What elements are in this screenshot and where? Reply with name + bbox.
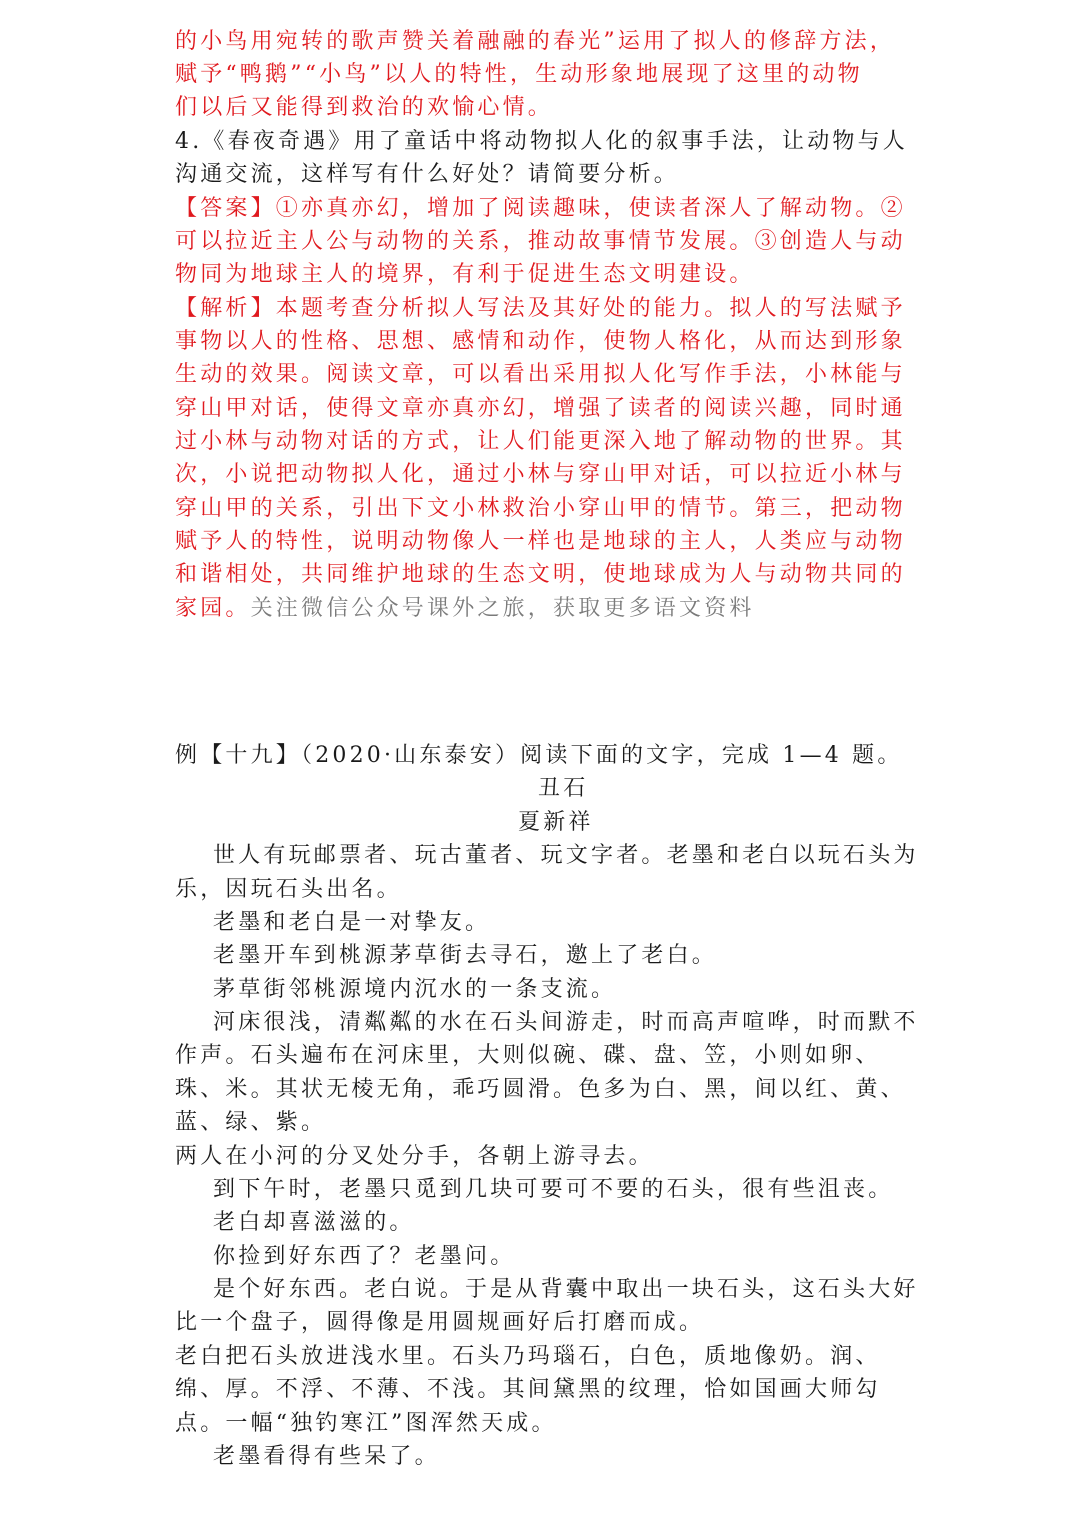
story-line-5: 茅草街邻桃源境内沉水的一条支流。 <box>213 977 617 1002</box>
analysis-line-5: 过小林与动物对话的方式，让人们能更深入地了解动物的世界。其 <box>175 429 906 454</box>
analysis-tail-line-2: 赋予“鸭鹅”“小鸟”以人的特性，生动形象地展现了这里的动物 <box>175 62 863 87</box>
story-line-19: 老墨看得有些呆了。 <box>213 1444 440 1469</box>
story-line-14: 是个好东西。老白说。于是从背囊中取出一块石头，这石头大好 <box>213 1277 919 1302</box>
answer-line-3: 物同为地球主人的境界，有利于促进生态文明建设。 <box>175 262 755 287</box>
story-line-8: 珠、米。其状无棱无角，乖巧圆滑。色多为白、黑，间以红、黄、 <box>175 1077 906 1102</box>
analysis-line-9: 和谐相处，共同维护地球的生态文明，使地球成为人与动物共同的 <box>175 562 906 587</box>
analysis-line-2: 事物以人的性格、思想、感情和动作，使物人格化，从而达到形象 <box>175 329 906 354</box>
story-line-15: 比一个盘子，圆得像是用圆规画好后打磨而成。 <box>175 1310 705 1335</box>
story-line-11: 到下午时，老墨只觅到几块可要可不要的石头，很有些沮丧。 <box>213 1177 894 1202</box>
analysis-line-1: 【解析】本题考查分析拟人写法及其好处的能力。拟人的写法赋予 <box>175 296 906 321</box>
story-line-7: 作声。石头遍布在河床里，大则似碗、碟、盘、笠，小则如卵、 <box>175 1043 881 1068</box>
story-title: 丑石 <box>538 776 589 801</box>
answer-line-1: 【答案】①亦真亦幻，增加了阅读趣味，使读者深人了解动物。② <box>175 196 906 221</box>
question-4-line-1: 4.《春夜奇遇》用了童话中将动物拟人化的叙事手法，让动物与人 <box>175 129 908 154</box>
analysis-line-4: 穿山甲对话，使得文章亦真亦幻，增强了读者的阅读兴趣，同时通 <box>175 396 906 421</box>
story-line-17: 绵、厚。不浮、不薄、不浅。其间黛黑的纹理，恰如国画大师勾 <box>175 1377 881 1402</box>
analysis-last-words: 家园。 <box>175 596 251 621</box>
story-line-2: 乐，因玩石头出名。 <box>175 877 402 902</box>
analysis-line-6: 次，小说把动物拟人化，通过小林与穿山甲对话，可以拉近小林与 <box>175 462 906 487</box>
story-author: 夏新祥 <box>518 810 594 835</box>
analysis-line-7: 穿山甲的关系，引出下文小林救治小穿山甲的情节。第三，把动物 <box>175 496 906 521</box>
wechat-promo-note: 关注微信公众号课外之旅，获取更多语文资料 <box>250 596 755 621</box>
question-4-line-2: 沟通交流，这样写有什么好处？请简要分析。 <box>175 162 680 187</box>
story-line-6: 河床很浅，清粼粼的水在石头间游走，时而高声喧哗，时而默不 <box>213 1010 919 1035</box>
story-line-1: 世人有玩邮票者、玩古董者、玩文字者。老墨和老白以玩石头为 <box>213 843 919 868</box>
story-line-16: 老白把石头放进浅水里。石头乃玛瑙石，白色，质地像奶。润、 <box>175 1344 881 1369</box>
story-line-12: 老白却喜滋滋的。 <box>213 1210 415 1235</box>
analysis-line-8: 赋予人的特性，说明动物像人一样也是地球的主人，人类应与动物 <box>175 529 906 554</box>
analysis-tail-line-3: 们以后又能得到救治的欢愉心情。 <box>175 95 554 120</box>
example-heading: 例【十九】（2020·山东泰安）阅读下面的文字，完成 1—4 题。 <box>175 743 903 768</box>
answer-line-2: 可以拉近主人公与动物的关系，推动故事情节发展。③创造人与动 <box>175 229 906 254</box>
analysis-line-3: 生动的效果。阅读文章，可以看出采用拟人化写作手法，小林能与 <box>175 362 906 387</box>
story-line-13: 你捡到好东西了？老墨问。 <box>213 1244 516 1269</box>
story-line-9: 蓝、绿、紫。 <box>175 1110 327 1135</box>
analysis-line-10 <box>175 592 755 625</box>
analysis-tail-line-1: 的小鸟用宛转的歌声赞关着融融的春光”运用了拟人的修辞方法， <box>175 29 896 54</box>
story-line-10: 两人在小河的分叉处分手，各朝上游寻去。 <box>175 1144 654 1169</box>
story-line-3: 老墨和老白是一对挚友。 <box>213 910 491 935</box>
story-line-18: 点。一幅“独钓寒江”图浑然天成。 <box>175 1411 557 1436</box>
story-line-4: 老墨开车到桃源茅草街去寻石，邀上了老白。 <box>213 943 718 968</box>
